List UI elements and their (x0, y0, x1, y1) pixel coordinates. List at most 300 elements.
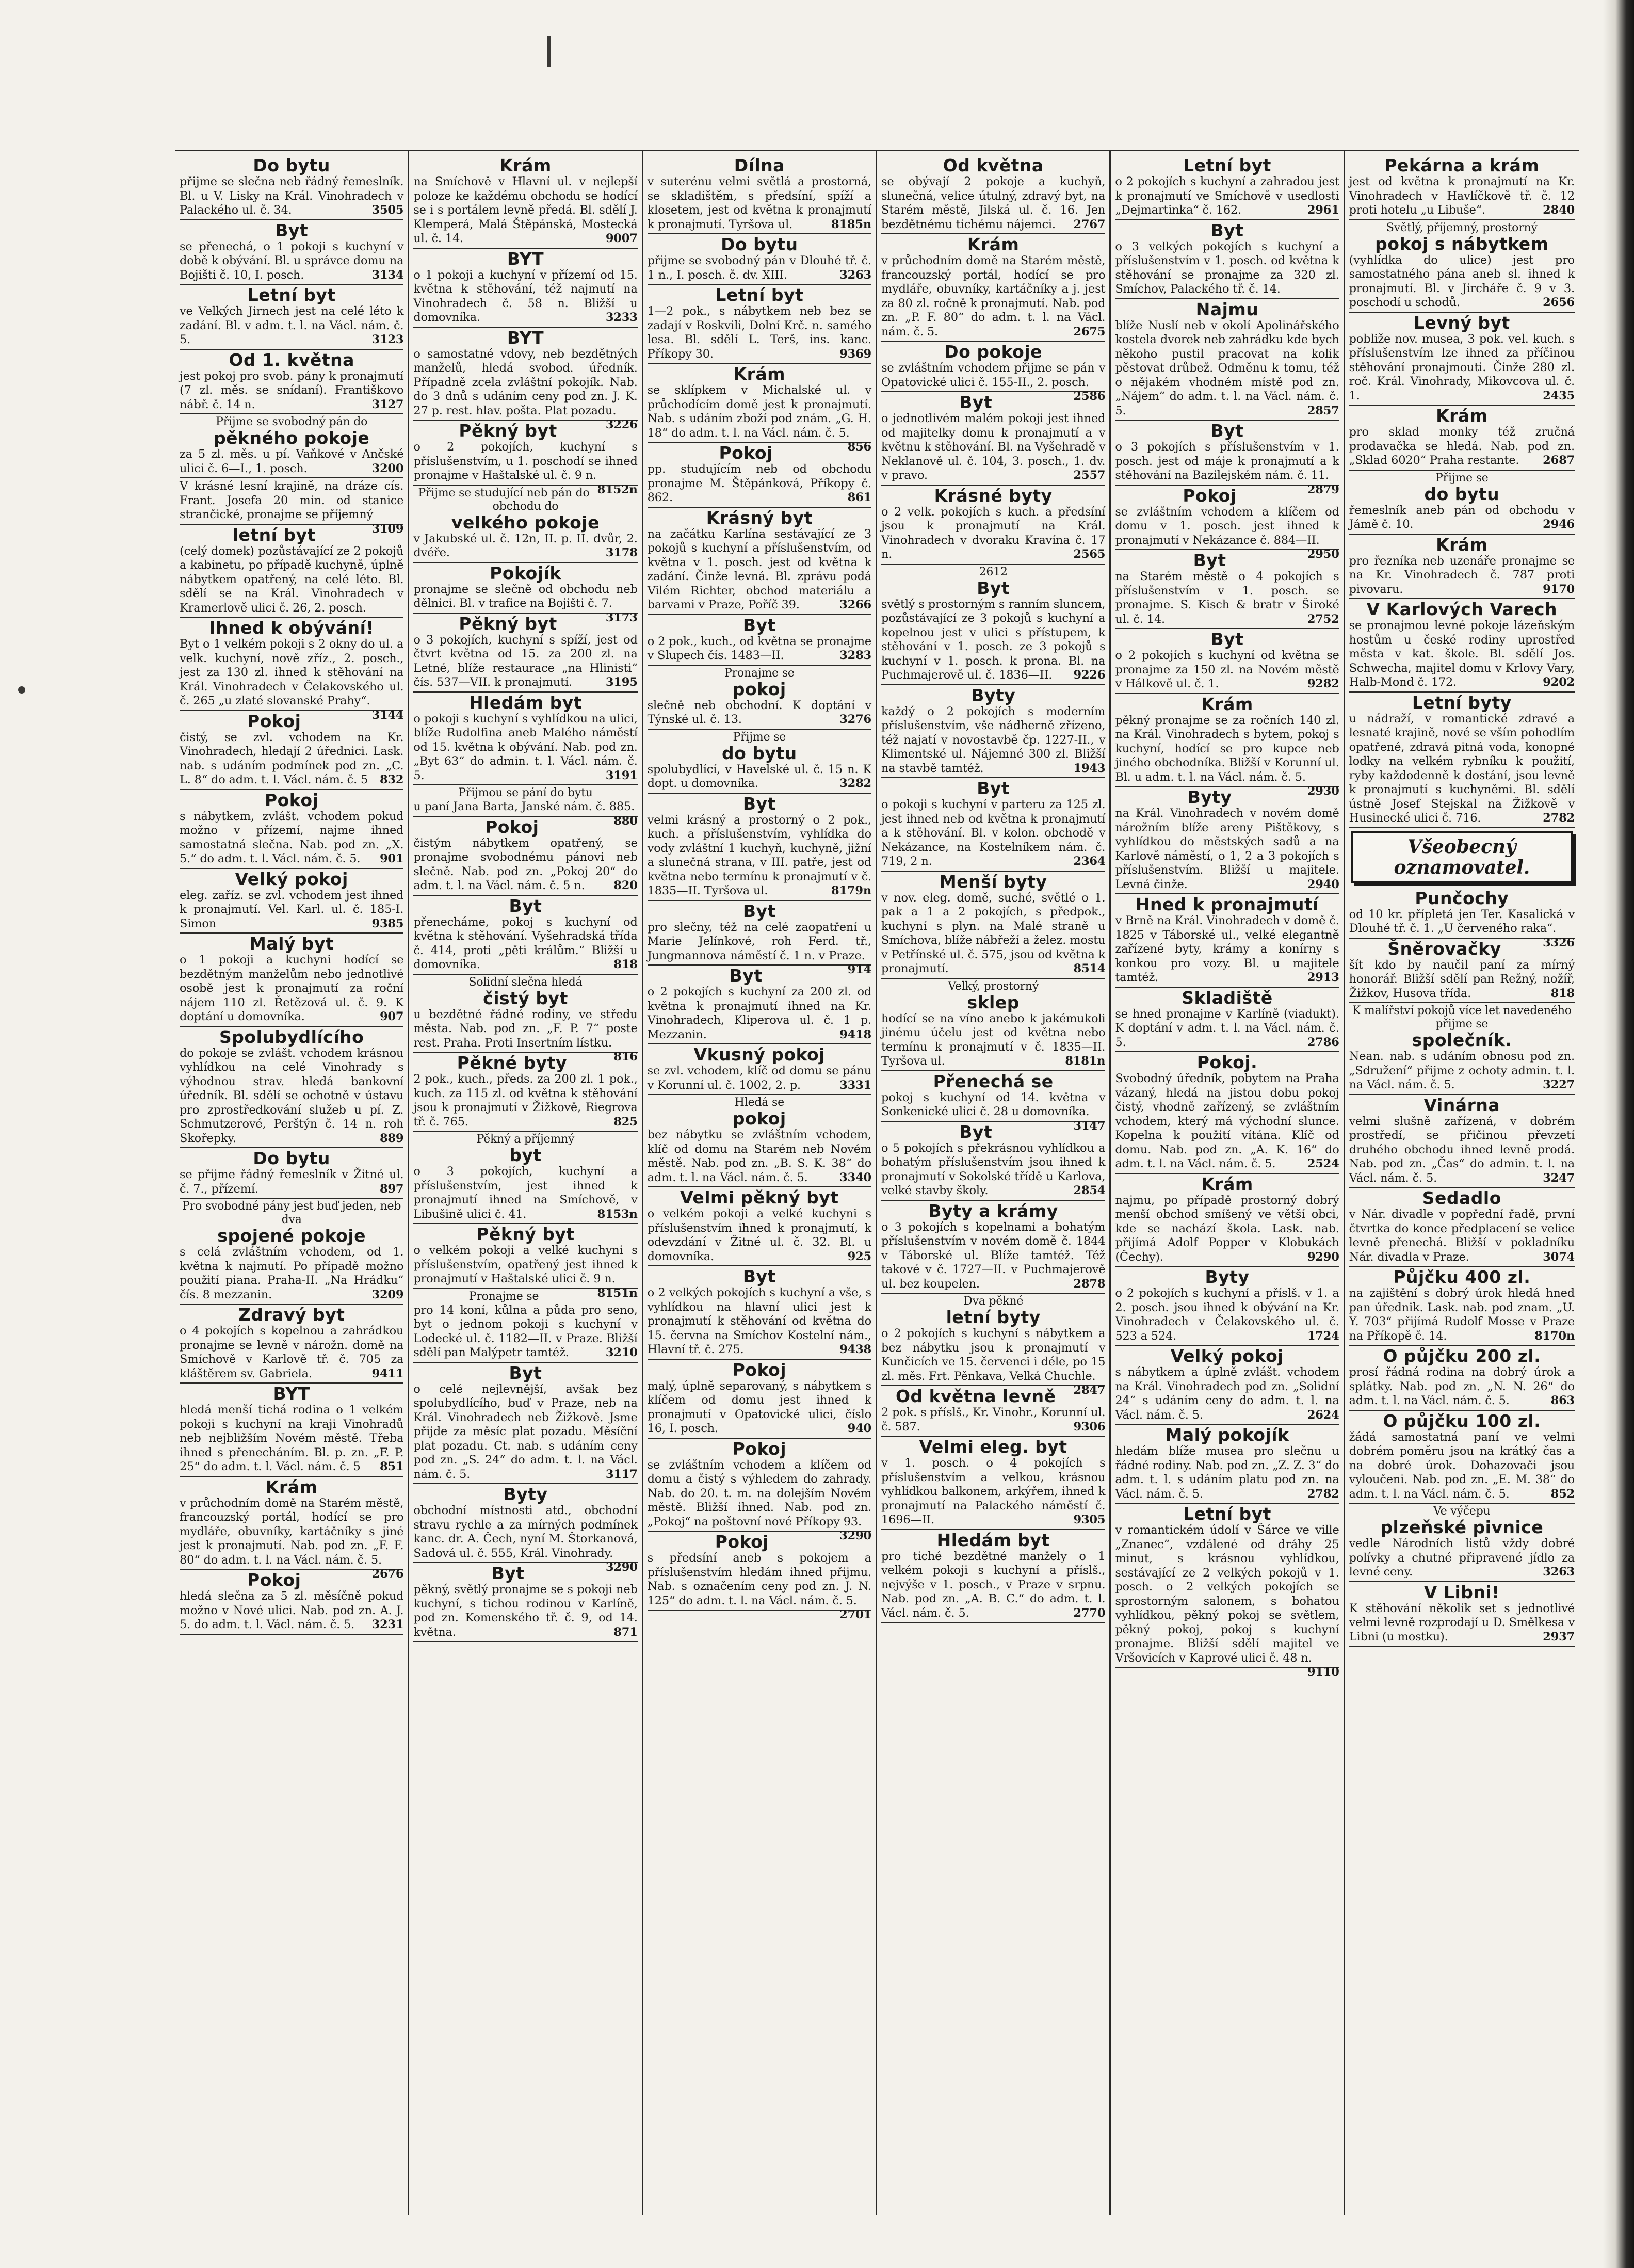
ad-reference-number: 9202 (1543, 675, 1575, 689)
ad-column-3 (643, 151, 877, 2215)
ad-text: každý o 2 pokojích s moderním příslušenstvím, vše nádherně zřízeno, též najatí v novostavbě čp. 1227-II., v Klimentské ul. Nájemné 300 zl. Bližší na stavbě tamtéž. (881, 704, 1106, 775)
classified-ad (180, 350, 403, 415)
ad-body (1349, 1115, 1575, 1186)
ad-text: spolubydlící, v Havelské ul. č. 15 n. K dopt. u domovníka. (647, 762, 871, 790)
ad-heading: Pekárna a krám (1384, 155, 1540, 175)
classified-ad (180, 1384, 403, 1477)
classified-ad (648, 615, 871, 666)
ad-body (648, 763, 871, 791)
ad-reference-number: 2782 (1307, 1487, 1339, 1501)
ad-body (413, 1165, 637, 1221)
ad-heading: O půjčku 100 zl. (1383, 1410, 1541, 1431)
ad-text: v 1. posch. o 4 pokojích s příslušenstvím a velkou, krásnou vyhlídkou balkonem, arkýřem, ihned k pronajmutí na Palackého náměstí č. 1696—II. (881, 1456, 1106, 1526)
ad-body (881, 1456, 1105, 1527)
ad-body (647, 1551, 871, 1621)
ad-heading: Pěkný byt (476, 1224, 575, 1244)
classified-ad (180, 414, 403, 478)
ad-heading: Pokoj (719, 443, 773, 463)
ad-body (1349, 175, 1575, 218)
ad-text: o velkém pokoji a velké kuchyni s příslušenstvím ihned k pronajmutí, k odevzdání v Žitné ul. č. 32. Bl. u domovníka. (647, 1207, 871, 1263)
classified-ad (1115, 1504, 1339, 1679)
classified-ad (881, 234, 1105, 342)
ad-body (881, 412, 1105, 483)
ad-heading: byt (509, 1145, 542, 1165)
ad-heading: čistý byt (483, 988, 568, 1008)
classified-ad (1349, 406, 1575, 471)
ad-heading: Byt (1193, 550, 1226, 570)
classified-ad (647, 1438, 871, 1542)
ad-text: (vyhlídka do ulice) jest pro samostatného pána aneb sl. ihned k pronajmutí. Bl. v Jircháře č. 9 v 3. poschodí u schodů. (1349, 253, 1575, 309)
classified-ad (648, 1044, 871, 1095)
ad-reference-number: 3282 (839, 777, 871, 790)
ad-text: ve Velkých Jirnech jest na celé léto k zadání. Bl. v adm. t. l. na Václ. nám. č. 5. (180, 304, 404, 346)
classified-ad (1349, 693, 1575, 828)
ad-heading: společník. (1412, 1030, 1512, 1050)
ad-body (648, 1379, 871, 1436)
ad-reference-number: 9170 (1543, 582, 1575, 596)
ad-heading: O půjčku 200 zl. (1383, 1346, 1541, 1366)
ad-body (881, 705, 1105, 776)
ad-reference-number: 820 (613, 879, 638, 892)
ad-body (1115, 1286, 1339, 1343)
ad-reference-number: 9385 (371, 916, 404, 930)
ad-heading: Byt (742, 615, 776, 635)
classified-ad (1115, 1346, 1339, 1425)
ad-body (1115, 1072, 1339, 1171)
ad-heading: Ihned k obývání! (209, 618, 374, 638)
ad-reference-number: 3276 (839, 713, 871, 726)
ad-heading: Byt (977, 577, 1010, 598)
ad-body (881, 175, 1105, 232)
ad-lead-line: Přijme se svobodný pán do (216, 415, 368, 428)
ad-lead-line: Pěkný a příjemný (476, 1133, 575, 1146)
classified-ad (881, 685, 1105, 779)
ad-text: přijme se slečna neb řádný řemeslník. Bl. u V. Lisky na Král. Vinohradech v Palackého ul. č. 34. (180, 175, 404, 217)
classified-ad (648, 794, 871, 901)
ad-heading: Do bytu (253, 155, 330, 175)
ad-body (413, 915, 637, 972)
ad-text: v průchodním domě na Starém městě, francouzský portál, hodící se pro mydláře, obuvníky, kartáčníky a j. jest za 80 zl. ročně k pronajmutí. Nab. pod zn. „P. F. 80“ do adm. t. l. na Václ. nám. č. 5. (881, 254, 1106, 339)
ad-reference-number: 3263 (1543, 1565, 1575, 1579)
ad-reference-number: 2752 (1307, 612, 1339, 626)
ad-reference-number: 2565 (1073, 548, 1106, 561)
classified-ad (881, 486, 1105, 565)
ad-body (1115, 649, 1339, 691)
ad-text: o 2 pokojích s kuchyní a příslš. v 1. a 2. posch. jsou ihned k obývání na Kr. Vinohradech v Čelakovského ul. č. 523 a 524. (1115, 1286, 1339, 1343)
ad-heading: Byty (1187, 787, 1232, 807)
classified-ad (413, 1053, 637, 1132)
ad-reference-number: 2879 (1307, 482, 1339, 496)
ad-text: v nov. eleg. domě, suché, světlé o 1. pak a 1 a 2 pokojích, s předpok., kuchyní s plyn. na Malé straně u Smíchova, blíže nábřeží a želez. mostu v Petřínské ul. č. 575, jsou od května k pronajmutí. (881, 891, 1106, 975)
classified-ad (413, 155, 637, 249)
ad-lead-line: Velký, prostorný (948, 979, 1039, 993)
classified-ad (1115, 787, 1339, 894)
ad-reference-number: 889 (379, 1131, 404, 1145)
ad-heading: Pokoj (1183, 485, 1237, 506)
ad-text: šít kdo by naučil paní za mírný honorář. Bližší sdělí pan Režný, nožíř, Žižkov, Husova třída. (1349, 958, 1575, 1000)
ad-reference-number: 1724 (1307, 1329, 1339, 1343)
ad-text: za 5 zl. měs. u pí. Vaňkové v Ančské ulici č. 6—I., 1. posch. (180, 447, 404, 475)
ad-text: pěkný, světlý pronajme se s pokoji neb kuchyní, s tichou rodinou v Karlíně, pod zn. Komenského tř. č. 9, od 14. května. (413, 1583, 638, 1639)
classified-ad (180, 1027, 403, 1149)
ad-text: 2 pok., kuch., předs. za 200 zl. 1 pok., kuch. za 115 zl. od května k stěhování jsou k pronajmutí v Žižkově, Riegrova tř. č. 765. (413, 1072, 638, 1129)
classified-ad (881, 1530, 1105, 1623)
ad-body (180, 810, 403, 866)
ad-lead-line: Světlý, příjemný, prostorný (1386, 221, 1538, 234)
classified-ad (1349, 599, 1575, 693)
ad-heading: Pokoj (485, 816, 539, 837)
ad-body (1349, 1602, 1575, 1645)
ad-text: hledám blíže musea pro slečnu u řádné rodiny. Nab. pod zn. „Z. Z. 3“ do adm. t. l. s udáním platu pod zn. na Václ. nám. č. 5. (1115, 1444, 1339, 1501)
ad-reference-number: 880 (613, 814, 638, 828)
ad-reference-number: 2524 (1307, 1157, 1339, 1170)
ad-reference-number: 3109 (371, 522, 404, 536)
ad-reference-number: 3173 (605, 610, 638, 624)
ad-column-4 (877, 151, 1111, 2215)
ad-heading: Krám (1436, 406, 1488, 426)
ad-body (648, 1128, 871, 1185)
ad-heading: Menší byty (939, 871, 1047, 892)
ad-reference-number: 825 (613, 1115, 638, 1129)
ad-reference-number: 861 (847, 491, 871, 504)
ad-heading: Hledám byt (469, 692, 582, 713)
ad-reference-number: 2940 (1307, 877, 1339, 891)
ad-reference-number: 2961 (1307, 203, 1339, 217)
ad-body (180, 889, 403, 931)
ad-text: se obývají 2 pokoje a kuchyň, slunečná, velice útulný, zdravý byt, na Starém městě, Jilská ul. č. 16. Jen bezdětnému tichému nájemci. (881, 175, 1106, 231)
ad-text: hledá menší tichá rodina o 1 velkém pokoji s kuchyní na kraji Vinohradů neb nejbližším Novém městě. Třeba ihned s přenecháním. Bl. p. zn. „F. P. 25“ do adm. t. l. Václ. nám. č. 5 (180, 1403, 404, 1473)
ad-column-6 (1345, 151, 1579, 2215)
ad-body (1115, 1365, 1339, 1422)
ad-body (648, 1064, 871, 1092)
classified-ad (413, 1563, 637, 1642)
ad-body (413, 440, 638, 496)
ad-text: o 2 pokojích, kuchyní s příslušenstvím, u 1. poschodí se ihned pronajme v Haštalské ul. č. 9 n. (413, 440, 638, 482)
ad-heading: Velký pokoj (235, 868, 348, 889)
classified-ad (1115, 220, 1339, 299)
ad-reference-number: 832 (379, 773, 404, 786)
classified-ad (881, 392, 1105, 486)
ad-body (881, 1012, 1105, 1069)
ad-reference-number: 9305 (1073, 1513, 1106, 1526)
ad-reference-number: 9282 (1307, 677, 1339, 690)
ad-body (881, 891, 1105, 976)
ad-reference-number: 2656 (1543, 296, 1575, 309)
ad-text: 1—2 pok., s nábytkem neb bez se zadají v Roskvili, Dolní Krč. n. samého lesa. Bl. sdělí L. Terš, ins. kanc. Příkopy 30. (647, 304, 871, 361)
ad-text: v Jakubské ul. č. 12n, II. p. II. dvůr, 2. dvéře. (413, 532, 638, 559)
ad-reference-number: 8179n (831, 884, 871, 897)
ad-reference-number: 2687 (1543, 454, 1575, 467)
ad-heading: Vinárna (1423, 1095, 1500, 1115)
classified-ad (648, 1266, 871, 1360)
classified-ad (1115, 1425, 1339, 1504)
ad-heading: Pokojík (490, 562, 561, 583)
classified-ad (180, 934, 403, 1027)
ad-text: blíže Nuslí neb v okolí Apolinářského kostela dvorek neb zahrádku kde bych někoho pustil pracovat na kolik pěstovat drůbež. Odměnu k tomu, též o nějakém vhodném místě pod zn. „Nájem“ do adm. t. l. na Václ. nám. č. 5. (1115, 318, 1339, 417)
ad-body (180, 240, 403, 283)
ad-reference-number: 1943 (1073, 761, 1106, 775)
classified-ad (648, 1187, 871, 1266)
ad-reference-number: 2847 (1073, 1384, 1106, 1397)
ad-heading: Od května (943, 155, 1044, 175)
ad-text: s nábytkem a úplně zvlášt. vchodem na Král. Vinohradech pod zn. „Solidní 24“ s udáním ceny do adm. t. l. na Václ. nám. č. 5. (1115, 1365, 1339, 1422)
ad-body (180, 304, 403, 347)
ad-text: přenecháme, pokoj s kuchyní od května k stěhování. Vyšehradská třída č. 414, proti „pěti králům.“ Bližší u domovníka. (413, 915, 638, 971)
classified-ad (1349, 155, 1575, 220)
ad-body (413, 175, 637, 246)
classified-ad (881, 565, 1105, 685)
ad-heading: Skladiště (1182, 987, 1273, 1008)
ad-text: žádá samostatná paní ve velmi dobrém poměru jsou na krátký čas a na dobré úrok. Dohazovači jsou vyloučeni. Nab. pod zn. „E. M. 38“ do adm. t. l. na Václ. nám. č. 5. (1349, 1430, 1575, 1501)
ad-text: s nábytkem, zvlášt. vchodem pokud možno v přízemí, najme ihned samostatná slečna. Nab. pod zn. „X. 5.“ do adm. t. l. Václ. nám. č. 5. (180, 809, 404, 865)
ad-body (881, 505, 1105, 562)
ad-text: o 3 pokojích s příslušenstvím v 1. posch. jest od máje k pronajmutí a k stěhování na Bazilejském nám. č. 11. (1115, 440, 1339, 482)
ad-body (648, 254, 871, 282)
ad-heading: do bytu (1424, 484, 1500, 504)
ad-body (648, 527, 871, 613)
ad-heading: Pěkný byt (459, 421, 557, 441)
ad-heading: Byt (977, 778, 1010, 798)
ad-text: o samostatné vdovy, neb bezdětných manželů, hledá svobod. úředník. Případně zcela zvláštní pokojík. Nab. do 3 dnů s udáním ceny pod zn. J. K. 27 p. rest. hlav. pošta. Plat pozadu. (413, 347, 638, 417)
ad-text: se zvl. vchodem, klíč od domu se pánu v Korunní ul. č. 1002, 2. p. (647, 1064, 871, 1092)
ad-body (1115, 570, 1339, 626)
ad-heading: Šněrovačky (1387, 938, 1501, 959)
ad-heading: do bytu (721, 743, 797, 763)
classified-ad (648, 234, 871, 285)
ad-lead-line: Hledá se (734, 1096, 784, 1109)
ad-body (881, 254, 1105, 339)
ad-text: bez nábytku se zvláštním vchodem, klíč od domu na Starém neb Novém městě. Nab. pod zn. „B. S. K. 38“ do adm. t. l. na Václ. nám. č. 5. (647, 1128, 871, 1184)
classified-ad (180, 790, 403, 869)
classified-ad (413, 1363, 637, 1485)
ad-heading: letní byty (946, 1307, 1041, 1327)
ad-heading: Byty (1205, 1267, 1250, 1287)
ad-heading: Pokoj (715, 1532, 769, 1552)
ad-text: o 2 pokojích s kuchyní a zahradou jest k pronajmutí ve Smíchově v usedlosti „Dejmartinka“ č. 162. (1115, 175, 1339, 217)
ad-text: světlý s prostorným s ranním sluncem, pozůstávající ze 3 pokojů s kuchyní a kopelnou jest v ulici s přístupem, k stěhování v 1. posch. ze 3 pokojů s kuchyní v 1. posch. k prona. Bl. na Puchmajerově ul. č. 1836—II. (881, 597, 1106, 682)
ad-reference-number: 2767 (1073, 217, 1106, 231)
ad-text: u paní Jana Barta, Janské nám. č. 885. (413, 800, 635, 813)
ad-reference-number: 8151n (597, 1286, 638, 1300)
ad-text: o 4 pokojích s kopelnou a zahrádkou pronajme se levně v nárožn. domě na Smíchově v Karlově tř. č. 705 za kláštěrem sv. Gabriela. (180, 1324, 404, 1380)
ad-heading: Pokoj (247, 711, 301, 731)
ad-reference-number: 3127 (371, 397, 404, 411)
ad-lead-line: Přijmou se pání do bytu (458, 786, 593, 799)
ad-reference-number: 3191 (605, 768, 638, 782)
ad-reference-number: 2624 (1307, 1408, 1339, 1422)
classified-ad (1349, 1003, 1575, 1095)
ad-text: obchodní místnosti atd., obchodní stravu rychle a za mírných podmínek kanc. dr. A. Čech, nyní M. Štorkanová, Sadová ul. č. 555, Král. Vinohrady. (413, 1504, 638, 1560)
classified-ad (1115, 421, 1339, 496)
ad-lead-line: Pro svobodné pány jest buď jeden, neb dva (182, 1200, 401, 1226)
ad-reference-number: 3123 (371, 333, 404, 346)
ad-heading: Hledám byt (936, 1530, 1050, 1550)
ad-body (881, 598, 1105, 683)
ad-reference-number: 3233 (605, 311, 638, 324)
classified-ad (1115, 299, 1339, 421)
ad-heading: Byt (959, 1121, 993, 1142)
ad-text: čistý, se zvl. vchodem na Kr. Vinohradech, hledají 2 úřednici. Lask. nab. s udáním podmínek pod zn. „C. L. 8“ do adm. t. l. Václ. nám. č. 5 (180, 730, 404, 786)
ad-reference-number: 2770 (1073, 1606, 1106, 1620)
ad-text: malý, úplně separovaný, s nábytkem s klíčem od domu jest ihned k pronajmutí v Opatovické ulici, číslo 16, I. posch. (647, 1379, 871, 1435)
classified-ad (180, 708, 404, 790)
ad-text: hodící se na víno anebo k jakémukoli jinému účelu jest od května nebo termínu k pronajmutí v č. 1835—II. Tyršova ul. (881, 1011, 1106, 1068)
ad-heading: Spolubydlícího (219, 1026, 364, 1047)
fold-mark (547, 36, 551, 67)
classified-ad (648, 443, 871, 508)
ad-reference-number: 3117 (605, 1467, 638, 1481)
ad-reference-number: 3074 (1543, 1250, 1575, 1264)
ad-heading: Krám (1201, 694, 1253, 714)
ad-reference-number: 3210 (605, 1346, 638, 1359)
ad-lead-line: Ve výčepu (1433, 1505, 1491, 1518)
ad-body (413, 1072, 637, 1129)
ad-heading: Pokoj (732, 1359, 787, 1380)
ad-body (180, 544, 403, 616)
ad-lead-line: Pronajme se (724, 666, 795, 680)
ad-heading: Malý byt (249, 934, 334, 954)
classified-ad (180, 1305, 403, 1384)
ad-body (1349, 1537, 1575, 1580)
ad-text: v romantickém údolí v Šárce ve ville „Znanec“, vzdálené od dráhy 25 minut, s krásnou vyhlídkou, sestávající ze 2 velkých pokojů v 1. posch. o 2 velkých pokojích se sprostorným salonem, s bohatou vyhlídkou, pěkný pokoj se světlem, pěkný pokoj, pokoj s kuchyní pronajme. Bližší sdělí majitel ve Vršovicích v Kaprové ulici č. 48 n. (1115, 1523, 1339, 1665)
ad-reference-number: 9418 (839, 1027, 871, 1041)
ad-body (1349, 425, 1575, 468)
ad-heading: Letní byty (1412, 692, 1512, 713)
ad-heading: Do bytu (253, 1148, 330, 1168)
ad-reference-number: 8514 (1073, 962, 1106, 975)
ad-heading: V Karlových Varech (1366, 599, 1558, 619)
ad-reference-number: 2364 (1073, 855, 1106, 868)
ad-text: na začátku Karlína sestávající ze 3 pokojů s kuchyní a příslušenstvím, od května v 1. posch. jest od května k zadání. Činže levná. Bl. zprávu podá Vilém Richter, obchod materiálu a barvami v Praze, Poříč 39. (647, 527, 871, 612)
ad-body (413, 837, 637, 893)
ad-reference-number: 8170n (1534, 1329, 1575, 1343)
ad-text: jest pokoj pro svob. pány k pronajmutí (7 zl. měs. se snídaní). Františkovo nábř. č. 14 n. (180, 369, 404, 411)
ad-body (1349, 619, 1575, 690)
ad-body (413, 712, 637, 783)
classified-ad (1115, 629, 1339, 694)
classified-ad (413, 1484, 638, 1574)
binding-hole (18, 686, 25, 694)
classified-ad (881, 1437, 1105, 1530)
classified-ad (180, 155, 403, 220)
ad-body (648, 813, 871, 898)
ad-text: eleg. zaříz. se zvl. vchodem jest ihned k pronajmutí. Vel. Karl. ul. č. 185-I. Simon (180, 888, 404, 930)
ad-body (1349, 1365, 1575, 1408)
ad-reference-number: 852 (1550, 1487, 1575, 1501)
ad-reference-number: 3147 (1073, 1119, 1106, 1133)
ad-reference-number: 3227 (1543, 1078, 1575, 1091)
ad-heading: letní byt (232, 524, 316, 545)
ad-text: pronajme se slečně od obchodu neb dělnici. Bl. v trafice na Bojišti č. 7. (413, 582, 638, 610)
ad-reference-number: 3134 (371, 268, 404, 282)
ad-text: K stěhování několik set s jednotlivé velmi levně rozprodají u D. Smělkesa v Libni (u mostku). (1349, 1601, 1575, 1644)
ad-heading: Hned k pronajmutí (1135, 894, 1319, 914)
page-edge-shadow (1603, 0, 1634, 2268)
section-banner: Všeobecný oznamovatel. (1351, 831, 1573, 883)
ad-heading: Byt (729, 966, 763, 986)
classified-ad (413, 486, 637, 563)
classified-ad (413, 249, 637, 328)
ad-heading: Byt (509, 895, 542, 916)
classified-ad (180, 869, 403, 934)
ad-body (180, 1589, 403, 1632)
ad-body (1115, 1007, 1339, 1050)
ad-text: pro řezníka neb uzenáře pronajme se na Kr. Vinohradech č. 787 proti pivovaru. (1349, 554, 1575, 596)
ad-text: o velkém pokoji a velké kuchyni s příslušenstvím, opatřený jest ihned k pronajmutí v Haštalské ulici č. 9 n. (413, 1244, 638, 1285)
ad-reference-number: 863 (1550, 1394, 1575, 1407)
ad-reference-number: 8181n (1065, 1054, 1106, 1068)
ad-body (1349, 253, 1575, 310)
ad-text: se přijme řádný řemeslník v Žitné ul. č. 7., přízemí. (180, 1168, 404, 1196)
ad-text: 2 pok. s příslš., Kr. Vinohr., Korunní ul. č. 587. (881, 1406, 1106, 1434)
ad-body (1115, 319, 1339, 419)
ad-heading: Sedadlo (1422, 1188, 1501, 1208)
ad-reference-number: 2675 (1073, 325, 1106, 339)
ad-reference-number: 2913 (1307, 971, 1339, 984)
classified-ad (1349, 1504, 1575, 1582)
ad-heading: Byty a krámy (928, 1200, 1058, 1221)
classified-ad (1349, 1188, 1575, 1267)
ad-lead-line: Přijme se (1435, 471, 1489, 485)
ad-text: o pokoji s kuchyní s vyhlídkou na ulici, blíže Rudolfina aneb Malého náměstí od 15. května k obývání. Nab. pod zn. „Byt 63“ do admin. t. l. Václ. nám. č. 5. (413, 712, 638, 782)
ad-heading: Od května levně (895, 1386, 1056, 1406)
classified-ad (1115, 1174, 1339, 1267)
ad-text: čistým nábytkem opatřený, se pronajme svobodnému pánovi neb slečně. Nab. pod zn. „Pokoj 20“ do adm. t. l. na Václ. nám. č. 5 n. (413, 836, 638, 892)
classified-ad (1349, 1095, 1575, 1188)
ad-reference-number: 3247 (1543, 1171, 1575, 1185)
ad-reference-number: 871 (613, 1625, 638, 1639)
ad-heading: velkého pokoje (451, 512, 600, 533)
ad-text: pp. studujícím neb od obchodu pronajme M. Štěpánková, Příkopy č. 862. (647, 462, 871, 504)
ad-heading: Krám (499, 155, 552, 175)
ad-text: se přenechá, o 1 pokoji s kuchyní v době k obývání. Bl. u správce domu na Bojišti č. 10, I. posch. (180, 239, 404, 282)
ad-reference-number: 9369 (839, 347, 871, 361)
ad-reference-number: 901 (379, 852, 404, 865)
ad-reference-number: 2786 (1307, 1035, 1339, 1049)
ad-reference-number: 2950 (1307, 548, 1339, 561)
ad-heading: Krásné byty (934, 485, 1053, 506)
ad-body (413, 1583, 637, 1639)
classified-ads-grid (175, 150, 1579, 2215)
ad-heading: Malý pokojík (1165, 1425, 1289, 1445)
ad-heading: Do bytu (721, 234, 798, 254)
ad-body (180, 1324, 403, 1381)
ad-lead-line: Přijme se (733, 730, 786, 744)
ad-text: pro slečny, též na celé zaopatření u Marie Jelínkové, roh Ferd. tř., Jungmannova náměstí č. 1 n. v Praze. (647, 920, 871, 962)
ad-reference-number: 8153n (597, 1207, 638, 1221)
ad-text: se hned pronajme v Karlíně (viadukt). K doptání v adm. t. l. na Václ. nám. č. 5. (1115, 1007, 1339, 1049)
ad-body (881, 1550, 1105, 1621)
ad-body (1349, 1430, 1575, 1502)
ad-heading: Letní byt (1183, 155, 1271, 175)
ad-reference-number: 3263 (839, 268, 871, 282)
ad-body (647, 1458, 871, 1542)
ad-heading: Punčochy (1415, 888, 1509, 908)
ad-heading: Najmu (1195, 299, 1259, 319)
ad-body (180, 1245, 403, 1302)
ad-text: se zvláštním vchodem a klíčem od domu a čistý s výhledem do zahrady. Nab. do 20. t. m. na dolejším Novém městě. Bližší ihned. Nab. pod zn. „Pokoj“ na poštovní nové Příkopy 93. (647, 1458, 871, 1529)
ad-text: v Nár. divadle v popřední řadě, první čtvrtka do konce předplacení se velice levně přenechá. Bližší v pokladníku Nár. divadla v Praze. (1349, 1208, 1575, 1264)
ad-text: o 1 pokoji a kuchyní v přízemí od 15. května k stěhování, též najmutí na Vinohradech č. 58 n. Bližší u domovníka. (413, 268, 638, 324)
ad-text: o 3 pokojích, kuchyní s spíží, jest od čtvrt května od 15. za 200 zl. na Letné, blíže restaurace „na Hlinisti“ čís. 537—VII. k pronajmutí. (413, 633, 638, 689)
ad-text: na Král. Vinohradech v novém domě nárožním blíže areny Pištěkovy, s vyhlídkou do městských sadů a na Karlově náměstí, o 1, 2 a 3 pokojích s příslušenstvím. Bližší u majitele. Levná činže. (1115, 807, 1339, 891)
ad-reference-number: 816 (613, 1050, 638, 1064)
ad-body (1115, 240, 1339, 297)
ad-text: pěkný pronajme se za ročních 140 zl. na Král. Vinohradech s bytem, pokoj s kuchyní, hodící se pro kupce neb jiného obchodníka. Bližší v Korunní ul. Bl. u adm. t. l. na Václ. nám. č. 5. (1115, 713, 1339, 784)
ad-body (881, 1406, 1105, 1434)
ad-text: najmu, po případě prostorný dobrý menší obchod smíšený ve větší obci, kde se nachází škola. Lask. nab. přijímá Adolf Popper v Klobukách (Čechy). (1115, 1193, 1339, 1264)
ad-lead-line: K malířství pokojů více let navedeného přijme se (1352, 1004, 1572, 1031)
